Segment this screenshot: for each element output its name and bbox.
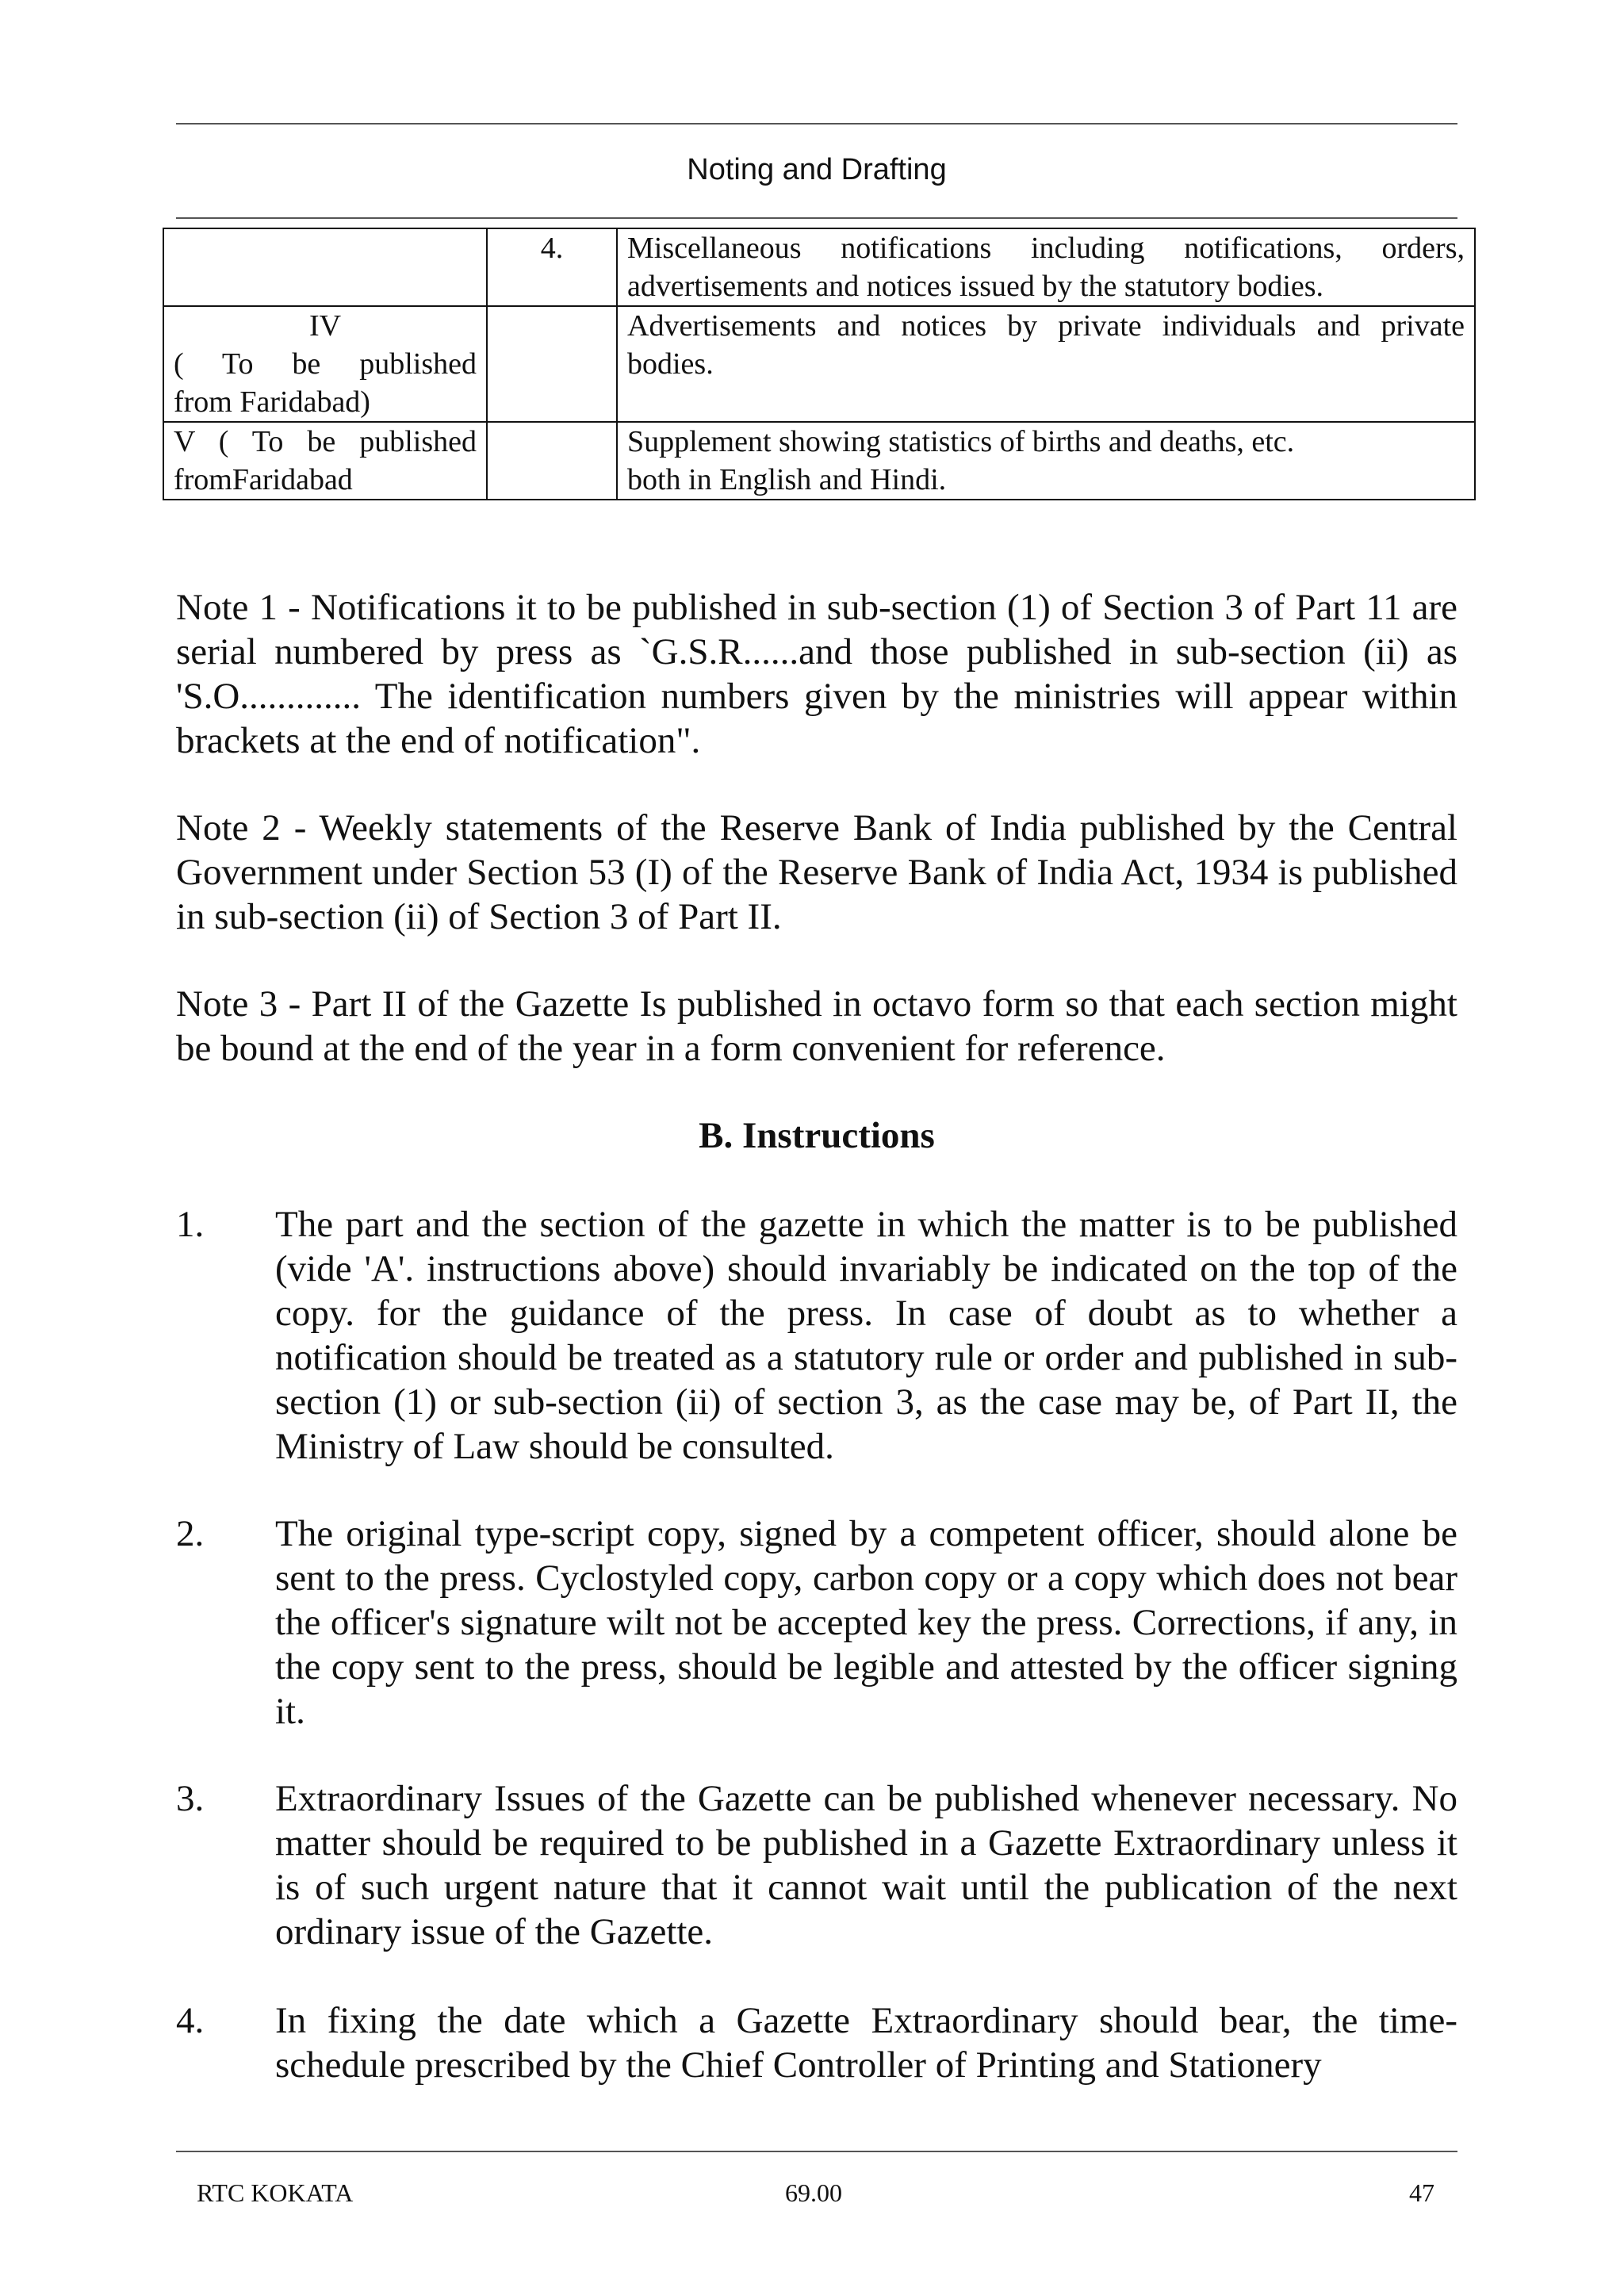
footer-institution: RTC KOKATA [197,2178,354,2207]
table-cell-description [617,422,1475,500]
header-rule-bottom [176,217,1457,219]
footer-code: 69.00 [785,2178,842,2207]
part-note: fromFaridabad [174,463,353,496]
instruction-text: Extraordinary Issues of the Gazette can be published whenever necessary. No matter should be required to be published in a Gazette Extraordinary unless it is of such urgent nature that it cannot wait until the publication of the next ordinary issue of the Gazette. [275,1778,1457,1952]
description-line: both in English and Hindi. [627,463,947,496]
instruction-item [176,1998,1457,2087]
part-label: IV [308,309,342,343]
instruction-item [176,1202,1457,1469]
note-1: Note 1 - Notifications it to be published in sub-section (1) of Section 3 of Part 11 are serial numbered by press as `G.S.R......and those published in sub-section (ii) as 'S.O............. The identification numbers given by the ministries will appear within brackets at the end of notification". [176,587,1457,761]
table-cell-number [487,422,617,500]
header-rule-top [176,123,1457,125]
part-label: V ( To be published [174,425,477,458]
description-line: Supplement showing statistics of births and deaths, etc. [627,425,1295,458]
note-3: Note 3 - Part II of the Gazette Is published in octavo form so that each section might be bound at the end of the year in a form convenient for reference. [176,983,1457,1069]
instruction-number: 1. [176,1204,205,1245]
table-cell-number: 4. [487,228,617,306]
table-row [163,306,1475,422]
table-cell-number [487,306,617,422]
section-heading: B. Instructions [699,1115,935,1156]
table-row [163,422,1475,500]
running-header-title: Noting and Drafting [687,153,947,186]
part-note: ( To be published [174,347,477,381]
instruction-text: In fixing the date which a Gazette Extraordinary should bear, the time-schedule prescribed by the Chief Controller of Printing and Stationery [275,2000,1457,2086]
instruction-text: The part and the section of the gazette in which the matter is to be published (vide 'A'. instructions above) should invariably be indicated on the top of the copy. for the guidance of the press. In case of doubt as to whether a notification should be treated as a statutory rule or order and published in sub-section (1) or sub-section (ii) of section 3, as the case may be, of Part II, the Ministry of Law should be consulted. [275,1204,1457,1467]
instruction-number: 2. [176,1513,205,1554]
footer-rule [176,2151,1457,2152]
part-note: from Faridabad) [174,385,370,419]
note-2: Note 2 - Weekly statements of the Reserve Bank of India published by the Central Government under Section 53 (I) of the Reserve Bank of India Act, 1934 is published in sub-section (ii) of Section 3 of Part II. [176,807,1457,937]
page-number: 47 [1409,2178,1434,2207]
instruction-number: 4. [176,2000,205,2041]
gazette-parts-table [163,228,1476,500]
table-cell-part [163,306,487,422]
table-cell-description: Miscellaneous notifications including notifications, orders, advertisements and notices issued by the statutory bodies. [617,228,1475,306]
instruction-number: 3. [176,1778,205,1819]
instruction-text: The original type-script copy, signed by a competent officer, should alone be sent to the press. Cyclostyled copy, carbon copy or a copy which does not bear the officer's signature wilt not be accepted key the press. Corrections, if any, in the copy sent to the press, should be legible and attested by the officer signing it. [275,1513,1457,1732]
table-row [163,228,1475,306]
table-cell-part [163,228,487,306]
table-cell-description: Advertisements and notices by private individuals and private bodies. [617,306,1475,422]
table-cell-part [163,422,487,500]
instruction-item [176,1511,1457,1734]
instruction-item [176,1776,1457,1954]
